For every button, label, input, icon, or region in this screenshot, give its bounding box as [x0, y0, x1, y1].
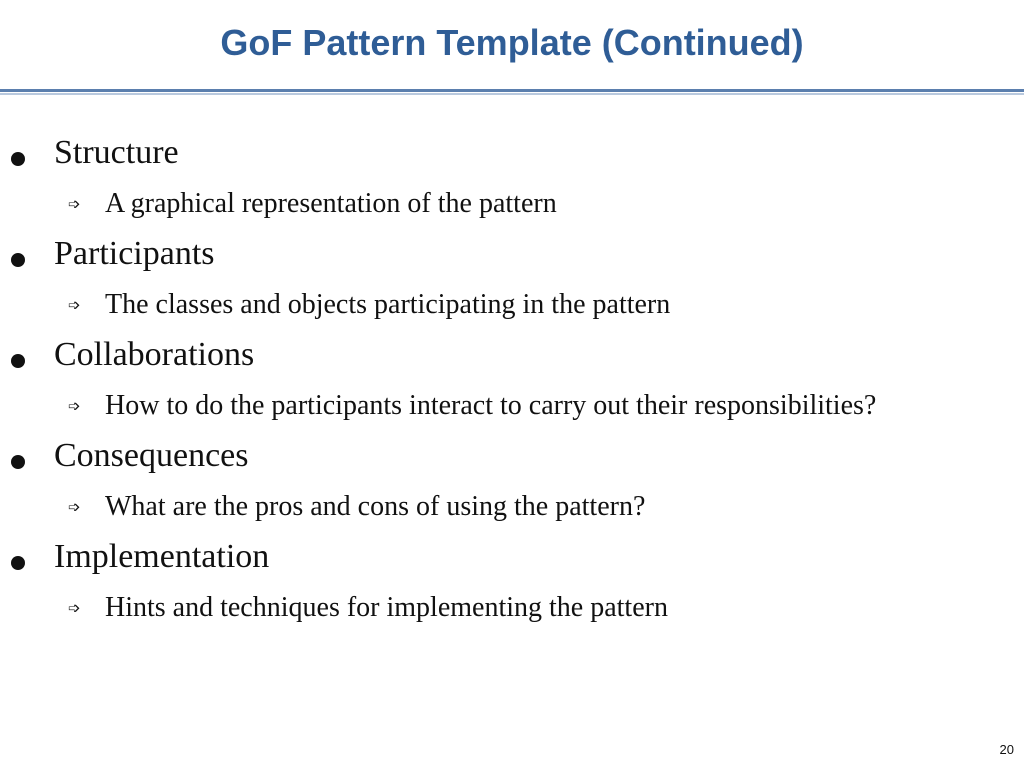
item-detail: The classes and objects participating in the pattern — [105, 289, 671, 320]
arrow-right-icon: ➩ — [68, 296, 81, 314]
page-number: 20 — [999, 742, 1014, 757]
item-heading: Consequences — [54, 437, 249, 474]
list-item-consequences — [0, 435, 1000, 536]
item-detail: A graphical representation of the pattern — [105, 188, 557, 219]
title-divider-shadow — [0, 93, 1024, 95]
list-item-participants — [0, 233, 1000, 334]
item-heading: Collaborations — [54, 336, 255, 373]
list-item-structure — [0, 132, 1000, 233]
arrow-right-icon: ➩ — [68, 195, 81, 213]
list-item-implementation — [0, 536, 1000, 637]
bullet-dot-icon — [11, 455, 25, 469]
list-item-collaborations — [0, 334, 1000, 435]
bullet-dot-icon — [11, 556, 25, 570]
slide-title: GoF Pattern Template (Continued) — [220, 22, 804, 63]
item-heading: Structure — [54, 134, 179, 171]
item-detail: What are the pros and cons of using the pattern? — [105, 491, 646, 522]
arrow-right-icon: ➩ — [68, 599, 81, 617]
item-heading: Participants — [54, 235, 215, 272]
title-divider — [0, 89, 1024, 92]
bullet-list — [0, 132, 1000, 637]
item-detail: Hints and techniques for implementing the pattern — [105, 592, 668, 623]
bullet-dot-icon — [11, 152, 25, 166]
bullet-dot-icon — [11, 354, 25, 368]
bullet-dot-icon — [11, 253, 25, 267]
item-heading: Implementation — [54, 538, 270, 575]
arrow-right-icon: ➩ — [68, 397, 81, 415]
item-detail: How to do the participants interact to carry out their responsibilities? — [105, 390, 877, 421]
arrow-right-icon: ➩ — [68, 498, 81, 516]
